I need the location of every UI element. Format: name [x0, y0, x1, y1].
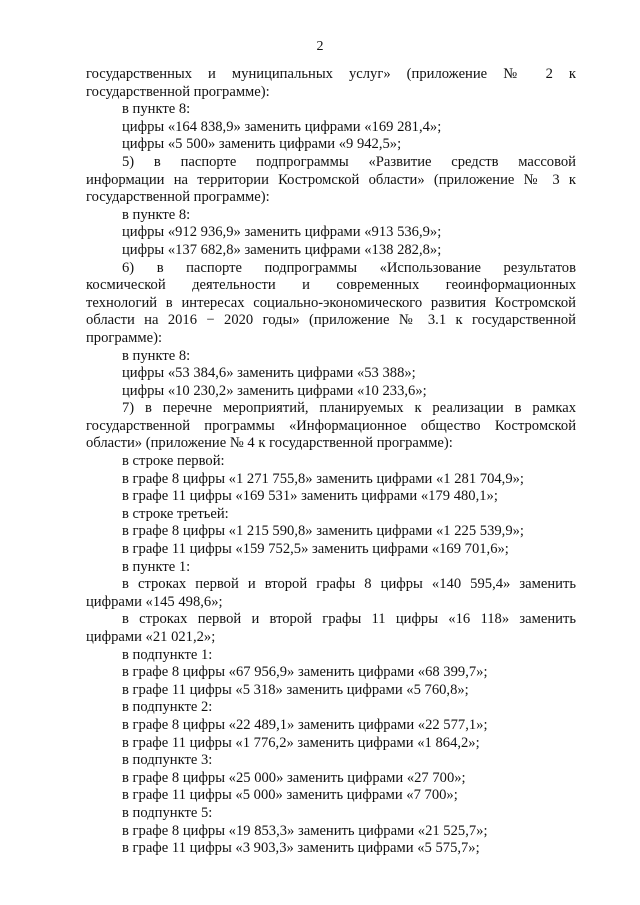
text-line-5: цифры «5 500» заменить цифрами «9 942,5»; — [122, 136, 402, 153]
text-line-16: программе): — [86, 329, 163, 346]
text-line-22: области» (приложение № 4 к государственной программе): — [86, 435, 453, 452]
page-number: 2 — [316, 39, 324, 54]
text-line-26: в строке третьей: — [122, 505, 229, 522]
text-line-37: в подпункте 2: — [122, 699, 213, 716]
text-line-44: в графе 8 цифры «19 853,3» заменить цифрами «21 525,7»; — [122, 822, 488, 839]
text-line-9: в пункте 8: — [122, 206, 191, 223]
text-line-19: цифры «10 230,2» заменить цифрами «10 233,6»; — [122, 382, 427, 399]
text-line-36: в графе 11 цифры «5 318» заменить цифрами «5 760,8»; — [122, 681, 469, 698]
text-line-30: в строках первой и второй графы 8 цифры «140 595,4» заменить — [122, 576, 576, 593]
text-line-18: цифры «53 384,6» заменить цифрами «53 388»; — [122, 365, 416, 382]
text-line-13: космической деятельности и современных геоинформационных — [86, 277, 576, 294]
text-line-2: государственной программе): — [86, 83, 270, 100]
text-line-33: цифрами «21 021,2»; — [86, 629, 216, 645]
text-line-28: в графе 11 цифры «159 752,5» заменить цифрами «169 701,6»; — [122, 541, 509, 558]
text-line-24: в графе 8 цифры «1 271 755,8» заменить цифрами «1 281 704,9»; — [122, 470, 524, 487]
text-line-35: в графе 8 цифры «67 956,9» заменить цифрами «68 399,7»; — [122, 664, 488, 681]
text-line-10: цифры «912 936,9» заменить цифрами «913 536,9»; — [122, 224, 442, 241]
text-line-27: в графе 8 цифры «1 215 590,8» заменить цифрами «1 225 539,9»; — [122, 523, 524, 540]
text-line-21: государственной программы «Информационное общество Костромской — [86, 417, 576, 434]
text-line-31: цифрами «145 498,6»; — [86, 593, 223, 610]
text-line-4: цифры «164 838,9» заменить цифрами «169 281,4»; — [122, 118, 442, 135]
text-line-23: в строке первой: — [122, 453, 225, 470]
text-line-32: в строках первой и второй графы 11 цифры «16 118» заменить — [122, 611, 576, 628]
text-line-7: информации на территории Костромской области» (приложение № 3 к — [86, 171, 576, 188]
text-line-38: в графе 8 цифры «22 489,1» заменить цифрами «22 577,1»; — [122, 716, 488, 733]
text-line-6: 5) в паспорте подпрограммы «Развитие средств массовой — [122, 153, 576, 170]
text-line-12: 6) в паспорте подпрограммы «Использование результатов — [122, 259, 576, 276]
text-line-3: в пункте 8: — [122, 101, 191, 118]
text-line-29: в пункте 1: — [122, 558, 191, 575]
text-line-15: области на 2016 − 2020 годы» (приложение № 3.1 к государственной — [86, 312, 576, 329]
text-line-41: в графе 8 цифры «25 000» заменить цифрами «27 700»; — [122, 769, 466, 786]
text-line-34: в подпункте 1: — [122, 646, 213, 663]
text-line-43: в подпункте 5: — [122, 804, 213, 821]
text-line-11: цифры «137 682,8» заменить цифрами «138 282,8»; — [122, 241, 442, 258]
text-line-42: в графе 11 цифры «5 000» заменить цифрами «7 700»; — [122, 787, 458, 804]
text-line-40: в подпункте 3: — [122, 752, 213, 769]
text-line-8: государственной программе): — [86, 189, 270, 206]
text-line-1: государственных и муниципальных услуг» (приложение № 2 к — [86, 66, 576, 82]
text-line-39: в графе 11 цифры «1 776,2» заменить цифрами «1 864,2»; — [122, 734, 480, 751]
text-line-45: в графе 11 цифры «3 903,3» заменить цифрами «5 575,7»; — [122, 840, 480, 857]
text-line-25: в графе 11 цифры «169 531» заменить цифрами «179 480,1»; — [122, 488, 498, 505]
text-line-17: в пункте 8: — [122, 347, 191, 364]
text-line-14: технологий в интересах социально-экономического развития Костромской — [86, 294, 576, 311]
document-body — [86, 66, 576, 858]
text-line-20: 7) в перечне мероприятий, планируемых к реализации в рамках — [122, 400, 576, 417]
